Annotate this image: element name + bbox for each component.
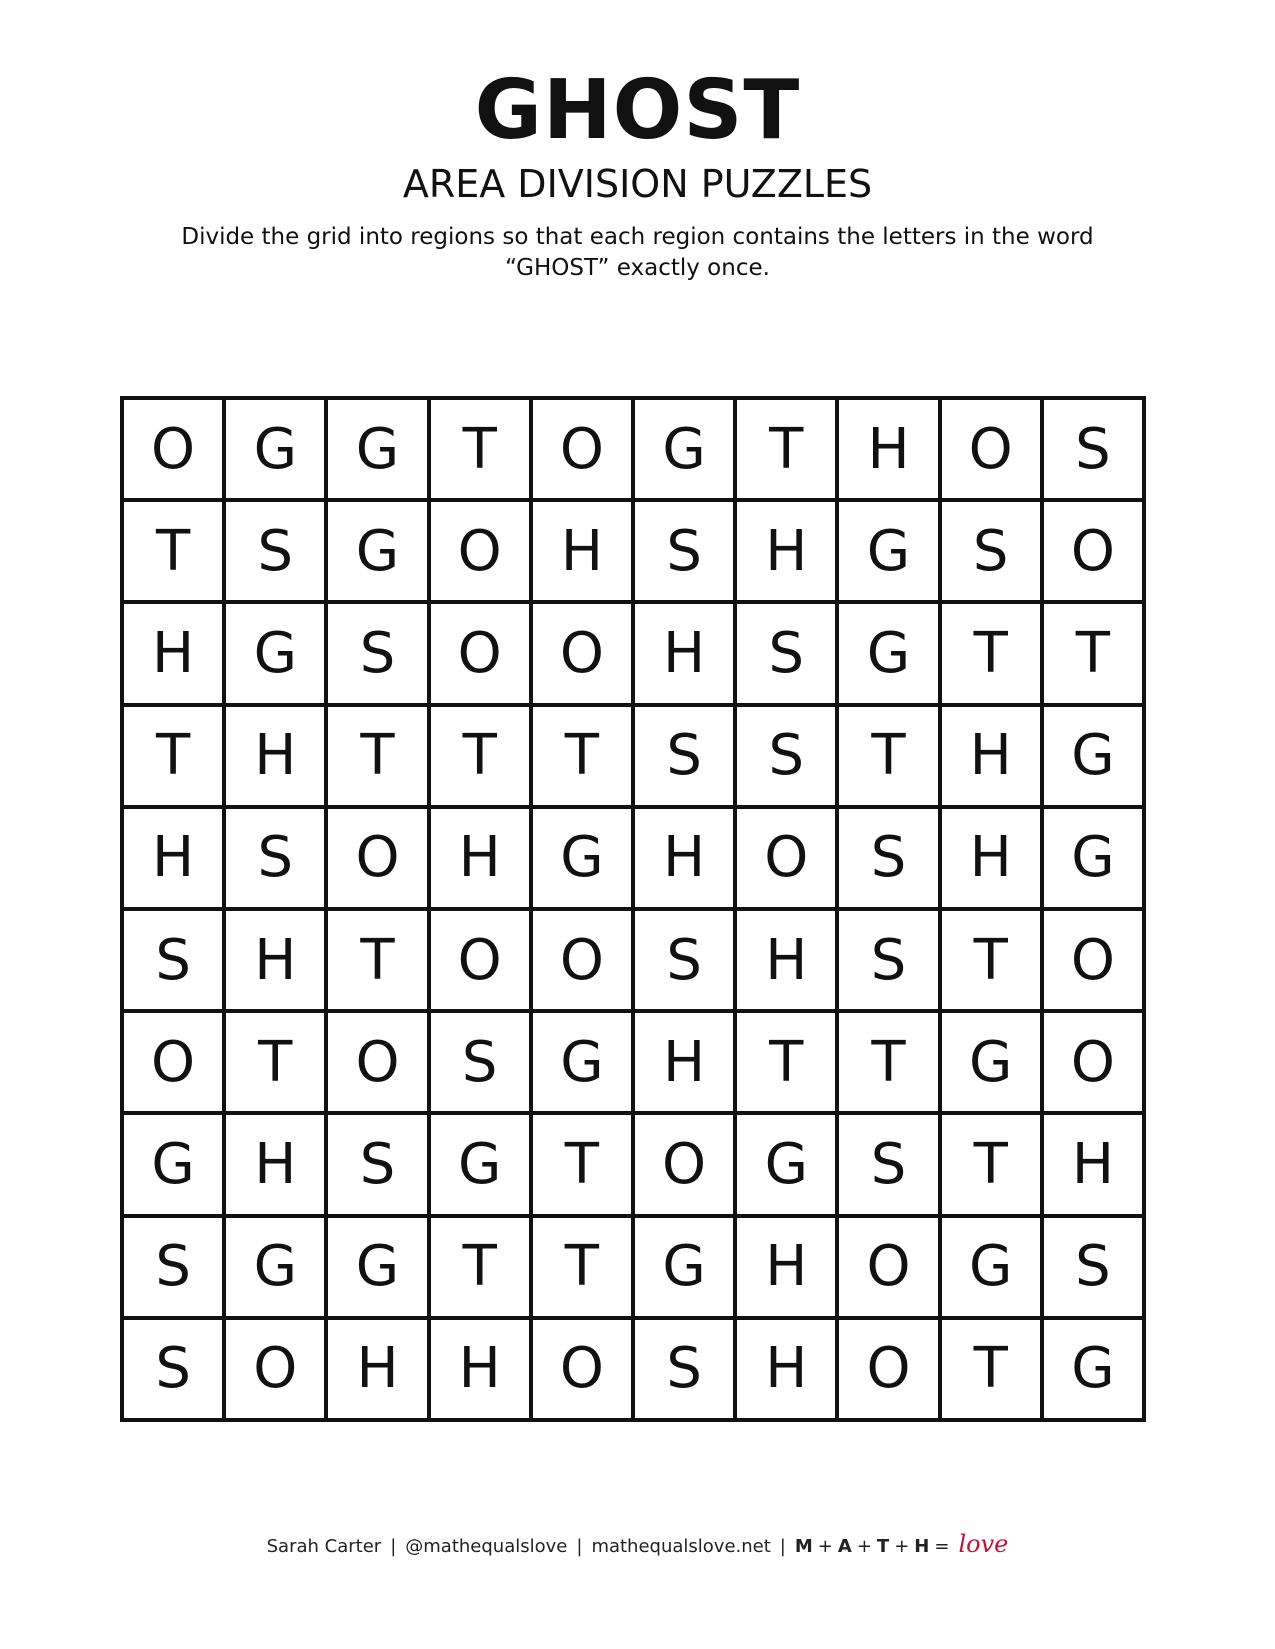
grid-cell: H xyxy=(737,1218,835,1316)
grid-cell: G xyxy=(226,1218,324,1316)
grid-cell: H xyxy=(533,502,631,600)
grid-cell: T xyxy=(1044,604,1142,702)
grid-cell: O xyxy=(533,1320,631,1418)
grid-cell: O xyxy=(226,1320,324,1418)
grid-cell: T xyxy=(942,911,1040,1009)
grid-cell: H xyxy=(431,1320,529,1418)
grid-cell: O xyxy=(1044,1013,1142,1111)
grid-cell: T xyxy=(737,1013,835,1111)
footer-separator: | xyxy=(779,1536,786,1557)
grid-cell: H xyxy=(737,1320,835,1418)
grid-cell: S xyxy=(737,707,835,805)
grid-cell: G xyxy=(124,1115,222,1213)
grid-cell: T xyxy=(942,604,1040,702)
grid-cell: H xyxy=(226,911,324,1009)
grid-cell: T xyxy=(328,707,426,805)
brand-equals: = xyxy=(934,1536,951,1557)
grid-cell: O xyxy=(533,911,631,1009)
grid-cell: H xyxy=(942,809,1040,907)
grid-cell: H xyxy=(635,1013,733,1111)
grid-cell: T xyxy=(124,502,222,600)
grid-cell: G xyxy=(839,604,937,702)
grid-cell: G xyxy=(328,502,426,600)
grid-cell: H xyxy=(737,502,835,600)
grid-cell: O xyxy=(124,400,222,498)
footer-website: mathequalslove.net xyxy=(591,1536,771,1557)
grid-cell: S xyxy=(1044,1218,1142,1316)
grid-cell: S xyxy=(124,1320,222,1418)
grid-cell: O xyxy=(533,400,631,498)
grid-cell: T xyxy=(533,1115,631,1213)
brand-plus: + xyxy=(817,1536,834,1557)
grid-cell: T xyxy=(839,1013,937,1111)
grid-cell: H xyxy=(737,911,835,1009)
puzzle-grid xyxy=(120,396,1146,1422)
grid-cell: H xyxy=(226,707,324,805)
grid-cell: T xyxy=(533,707,631,805)
brand-logo xyxy=(795,1536,955,1557)
grid-cell: O xyxy=(124,1013,222,1111)
grid-cell: G xyxy=(226,604,324,702)
grid-cell: S xyxy=(431,1013,529,1111)
grid-cell: T xyxy=(737,400,835,498)
grid-cell: S xyxy=(328,1115,426,1213)
grid-cell: T xyxy=(226,1013,324,1111)
grid-cell: H xyxy=(124,604,222,702)
brand-love-script: love xyxy=(958,1530,1009,1558)
page-subtitle: AREA DIVISION PUZZLES xyxy=(402,162,873,206)
grid-cell: S xyxy=(1044,400,1142,498)
grid-cell: O xyxy=(839,1320,937,1418)
grid-cell: O xyxy=(1044,911,1142,1009)
grid-cell: O xyxy=(839,1218,937,1316)
grid-cell: G xyxy=(942,1218,1040,1316)
grid-cell: S xyxy=(635,911,733,1009)
grid-cell: G xyxy=(431,1115,529,1213)
grid-cell: T xyxy=(328,911,426,1009)
grid-cell: S xyxy=(124,1218,222,1316)
grid-cell: S xyxy=(942,502,1040,600)
footer-separator: | xyxy=(390,1536,397,1557)
grid-cell: S xyxy=(839,911,937,1009)
grid-cell: T xyxy=(533,1218,631,1316)
grid-cell: G xyxy=(635,1218,733,1316)
grid-cell: S xyxy=(226,809,324,907)
grid-cell: G xyxy=(635,400,733,498)
page-title: GHOST xyxy=(474,63,801,158)
footer-separator: | xyxy=(576,1536,583,1557)
grid-cell: O xyxy=(431,911,529,1009)
footer-author: Sarah Carter xyxy=(266,1536,382,1557)
brand-plus: + xyxy=(894,1536,911,1557)
grid-cell: G xyxy=(226,400,324,498)
footer-handle: @mathequalslove xyxy=(405,1536,568,1557)
grid-cell: H xyxy=(431,809,529,907)
grid-cell: S xyxy=(737,604,835,702)
grid-cell: S xyxy=(635,707,733,805)
brand-plus: + xyxy=(856,1536,873,1557)
grid-cell: O xyxy=(533,604,631,702)
brand-letter-m: M xyxy=(794,1536,814,1557)
grid-cell: T xyxy=(124,707,222,805)
grid-cell: G xyxy=(533,809,631,907)
grid-cell: G xyxy=(737,1115,835,1213)
brand-letter-a: A xyxy=(837,1536,853,1557)
grid-cell: O xyxy=(635,1115,733,1213)
grid-cell: T xyxy=(942,1115,1040,1213)
grid-cell: G xyxy=(942,1013,1040,1111)
grid-cell: G xyxy=(328,400,426,498)
grid-cell: T xyxy=(431,400,529,498)
brand-letter-t: T xyxy=(876,1536,891,1557)
grid-cell: G xyxy=(328,1218,426,1316)
brand-letter-h: H xyxy=(914,1536,931,1557)
grid-cell: S xyxy=(839,809,937,907)
grid-cell: H xyxy=(942,707,1040,805)
grid-cell: O xyxy=(431,502,529,600)
grid-cell: H xyxy=(328,1320,426,1418)
grid-cell: G xyxy=(1044,809,1142,907)
grid-cell: T xyxy=(942,1320,1040,1418)
grid-cell: H xyxy=(124,809,222,907)
grid-cell: T xyxy=(839,707,937,805)
grid-cell: O xyxy=(431,604,529,702)
footer xyxy=(0,1530,1275,1561)
grid-cell: G xyxy=(1044,707,1142,805)
grid-cell: S xyxy=(328,604,426,702)
grid-cell: O xyxy=(737,809,835,907)
grid-cell: H xyxy=(226,1115,324,1213)
grid-cell: H xyxy=(839,400,937,498)
grid-cell: O xyxy=(942,400,1040,498)
grid-cell: H xyxy=(635,809,733,907)
grid-cell: S xyxy=(635,1320,733,1418)
instructions-text: Divide the grid into regions so that each region contains the letters in the word “GHOST” exactly once. xyxy=(181,224,1094,281)
grid-cell: T xyxy=(431,707,529,805)
grid-cell: O xyxy=(1044,502,1142,600)
grid-cell: S xyxy=(226,502,324,600)
grid-cell: O xyxy=(328,1013,426,1111)
grid-cell: G xyxy=(1044,1320,1142,1418)
grid-cell: O xyxy=(328,809,426,907)
grid-cell: T xyxy=(431,1218,529,1316)
grid-cell: S xyxy=(124,911,222,1009)
grid-cell: H xyxy=(1044,1115,1142,1213)
grid-cell: S xyxy=(839,1115,937,1213)
grid-cell: G xyxy=(839,502,937,600)
grid-cell: S xyxy=(635,502,733,600)
grid-cell: H xyxy=(635,604,733,702)
grid-cell: G xyxy=(533,1013,631,1111)
